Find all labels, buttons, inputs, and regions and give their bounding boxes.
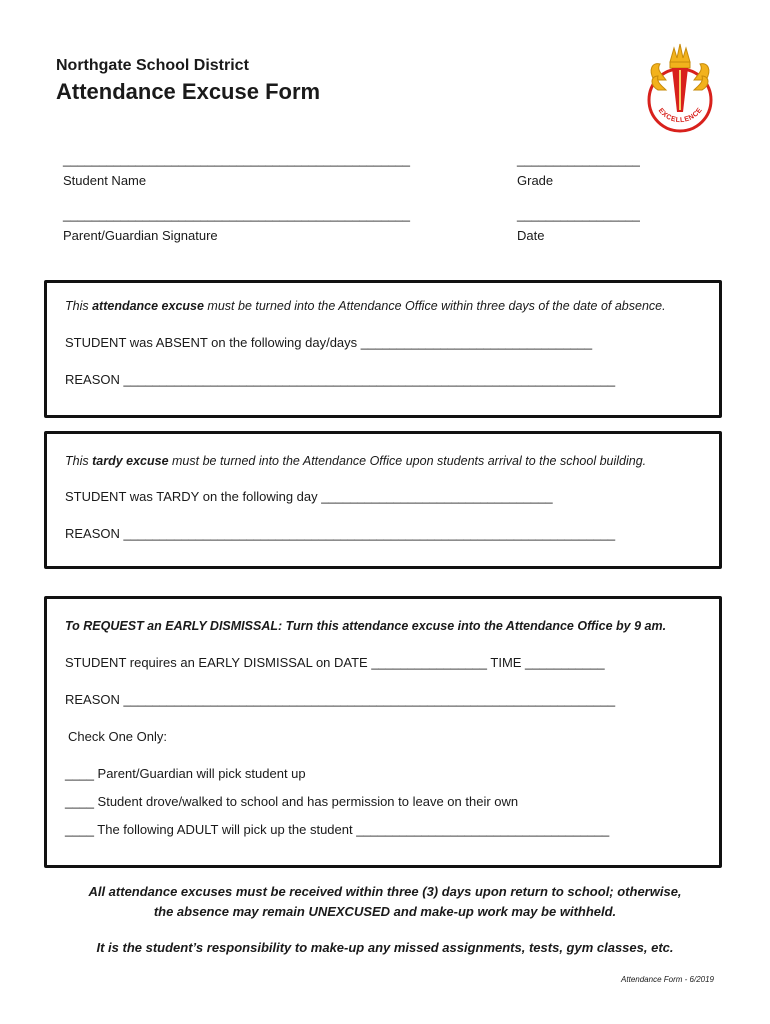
signature-label: Parent/Guardian Signature [63, 228, 218, 243]
early-dismissal-reason-field[interactable]: REASON ____________________________________________________________________ [65, 692, 616, 707]
date-label: Date [517, 228, 545, 243]
responsibility-notice: It is the student’s responsibility to make-up any missed assignments, tests, gym classes, etc. [96, 940, 674, 955]
signature-line: ________________________________________________ [63, 207, 411, 222]
notice-line-2: the absence may remain UNEXCUSED and make-up work may be withheld. [153, 904, 617, 919]
absence-reason-field[interactable]: REASON ____________________________________________________________________ [65, 372, 616, 387]
logo-text: EXCELLENCE [656, 106, 704, 125]
option-guardian-pickup[interactable]: ____ Parent/Guardian will pick student up [65, 766, 306, 781]
guardian-signature-field[interactable] [63, 207, 410, 243]
district-name: Northgate School District [56, 57, 249, 74]
tardy-day-field[interactable]: STUDENT was TARDY on the following day ________________________________ [65, 489, 553, 504]
absence-section [44, 280, 722, 418]
early-dismissal-section [44, 596, 722, 868]
tardy-instructions: This tardy excuse must be turned into the Attendance Office upon students arrival to the school building. [65, 454, 647, 468]
grade-line: _________________ [517, 152, 640, 167]
early-dismissal-datetime-field[interactable]: STUDENT requires an EARLY DISMISSAL on DATE ________________ TIME ___________ [65, 655, 605, 670]
check-one-label: Check One Only: [68, 729, 167, 744]
option-adult-pickup[interactable]: ____ The following ADULT will pick up the student ___________________________________ [65, 822, 610, 837]
option-student-leaves[interactable]: ____ Student drove/walked to school and has permission to leave on their own [65, 794, 519, 809]
date-field[interactable] [517, 207, 640, 243]
tardy-reason-field[interactable]: REASON ____________________________________________________________________ [65, 526, 616, 541]
notice-line-1: All attendance excuses must be received within three (3) days upon return to school; otherwise, [88, 884, 682, 899]
date-line: _________________ [517, 207, 640, 222]
tardy-section [44, 431, 722, 569]
student-name-label: Student Name [63, 173, 147, 188]
absence-instructions: This attendance excuse must be turned into the Attendance Office within three days of the date of absence. [65, 299, 666, 313]
excellence-torch-logo [640, 40, 720, 135]
absence-days-field[interactable]: STUDENT was ABSENT on the following day/days ________________________________ [65, 335, 593, 350]
early-dismissal-instructions: To REQUEST an EARLY DISMISSAL: Turn this attendance excuse into the Attendance Office by 9 am. [65, 619, 667, 633]
grade-label: Grade [517, 173, 554, 188]
student-name-field[interactable] [63, 152, 410, 188]
form-title: Attendance Excuse Form [56, 79, 321, 104]
grade-field[interactable] [517, 152, 640, 188]
student-name-line: ________________________________________________ [63, 152, 411, 167]
form-version: Attendance Form - 6/2019 [621, 975, 714, 984]
